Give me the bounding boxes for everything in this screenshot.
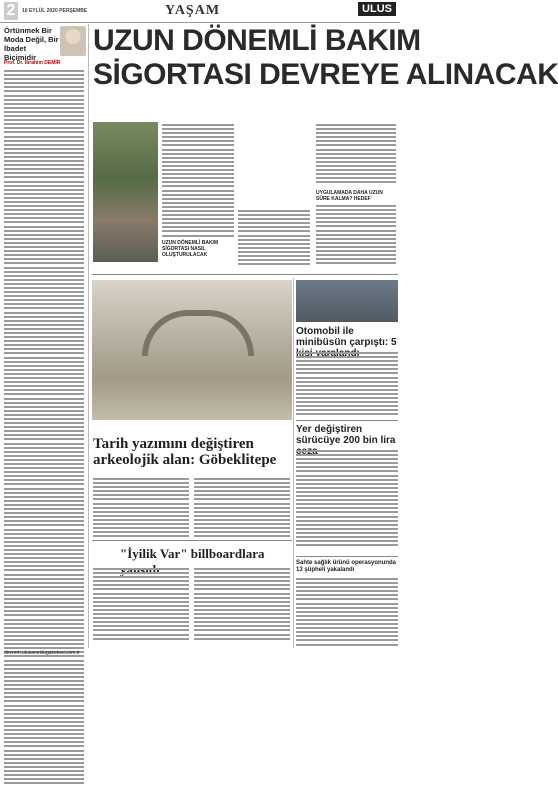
column-author: Prof. Dr. İbrahim DEMİR — [4, 60, 61, 66]
main-story-text-col1 — [162, 124, 234, 239]
main-story-text-col2 — [238, 210, 310, 267]
right-divider-2 — [296, 556, 398, 557]
iyilik-text-col1 — [93, 568, 189, 642]
story-divider — [92, 540, 292, 541]
iyilik-text-col2 — [194, 568, 290, 642]
main-sidebar-text — [316, 205, 396, 266]
main-sidebar-heading: UYGULAMADA DAHA UZUN SÜRE KALMA? HEDEF — [316, 190, 383, 202]
main-headline — [93, 24, 558, 92]
gobeklitepe-photo — [92, 280, 292, 420]
iyilik-headline: "İyilik Var" billboardlara — [120, 546, 265, 561]
gobeklitepe-text-col1 — [93, 478, 189, 539]
drivers-headline: Yer değiştiren sürücüye 200 bin lira — [296, 424, 396, 446]
main-story-text-col3 — [316, 124, 396, 185]
column-title: Örtünmek Bir Moda Değil, Bir İbadet Biçimidir — [4, 26, 59, 62]
accident-headline: Otomobil ile minibüsün çarpıştı: 5 — [296, 326, 397, 348]
page-number: 2 — [4, 2, 18, 20]
health-headline: Sahte sağlık ürünü operasyonunda 13 şüpheli yakalandı — [296, 560, 397, 573]
footer-website: devrem.ulusaneslugazetesi.com.tr — [4, 650, 80, 656]
newspaper-logo: ULUS — [358, 2, 396, 16]
health-text — [296, 578, 398, 648]
drivers-text — [296, 450, 398, 548]
right-divider-1 — [296, 420, 398, 421]
column-body-text — [4, 70, 84, 786]
gobeklitepe-text-col2 — [194, 478, 290, 539]
issue-date: 10 EYLÜL 2020 PERŞEMBE — [22, 8, 88, 14]
section-title: YAŞAM — [165, 3, 221, 18]
author-photo — [60, 26, 86, 56]
main-subhead: UZUN DÖNEMLİ BAKIM SİGORTASI NASIL OLUŞTURULACAK — [162, 240, 219, 258]
accident-text — [296, 352, 398, 418]
page-header — [0, 0, 400, 23]
gobeklitepe-headline-line-1: Tarih yazımını değiştiren — [93, 436, 254, 452]
main-headline-line-1: UZUN DÖNEMLİ BAKIM — [93, 24, 421, 57]
elderly-care-photo — [93, 122, 158, 262]
section-divider — [92, 274, 398, 275]
main-headline-line-2: SİGORTASI DEVREYE ALINACAK — [93, 58, 558, 91]
accident-photo — [296, 280, 398, 322]
column-divider — [88, 24, 89, 648]
gobeklitepe-headline — [93, 436, 293, 468]
gobeklitepe-headline-line-2: arkeolojik alan: Göbeklitepe — [93, 452, 277, 468]
right-column-divider — [293, 278, 294, 648]
